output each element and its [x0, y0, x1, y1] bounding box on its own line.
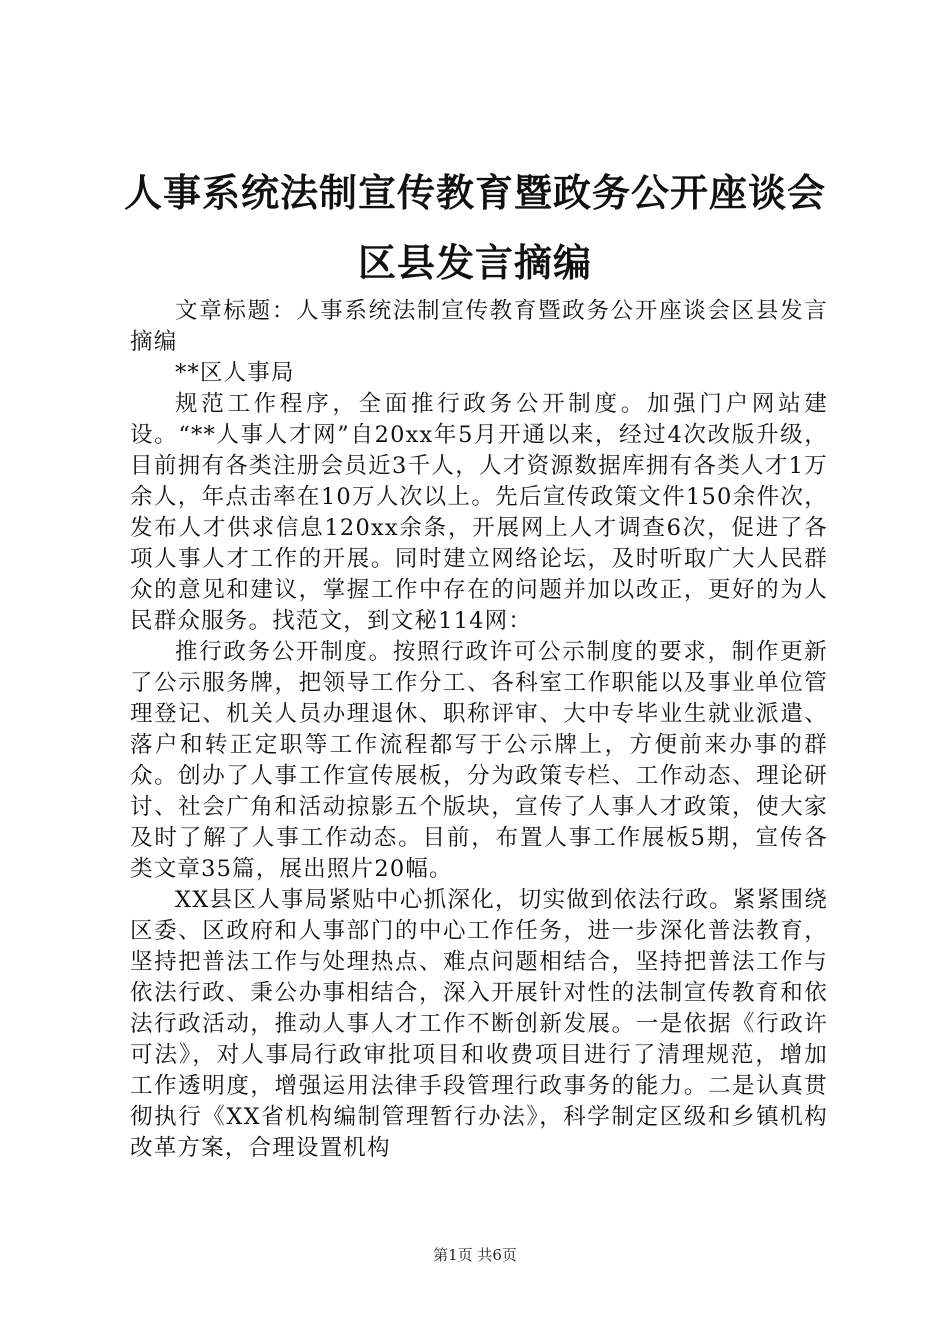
body-paragraph: XX县区人事局紧贴中心抓深化，切实做到依法行政。紧紧围绕区委、区政府和人事部门的中心工作任务，进一步深化普法教育，坚持把普法工作与处理热点、难点问题相结合，坚持把普法工作与依法行政、秉公办事相结合，深入开展针对性的法制宣传教育和依法行政活动，推动人事人才工作不断创新发展。一是依据《行政许可法》，对人事局行政审批项目和收费项目进行了清理规范，增加工作透明度，增强运用法律手段管理行政事务的能力。二是认真贯彻执行《XX省机构编制管理暂行办法》，科学制定区级和乡镇机构改革方案，合理设置机构 [130, 887, 828, 1161]
document-title: 人事系统法制宣传教育暨政务公开座谈会区县发言摘编 [123, 170, 826, 285]
body-paragraph: 推行政务公开制度。按照行政许可公示制度的要求，制作更新了公示服务牌，把领导工作分工、各科室工作职能以及事业单位管理登记、机关人员办理退休、职称评审、大中专毕业生就业派遣、落户和转正定职等工作流程都写于公示牌上，方便前来办事的群众。创办了人事工作宣传展板，分为政策专栏、工作动态、理论研讨、社会广角和活动掠影五个版块，宣传了人事人才政策，使大家及时了解了人事工作动态。目前，布置人事工作展板5期，宣传各类文章35篇，展出照片20幅。 [130, 639, 828, 882]
author-line: **区人事局 [175, 360, 295, 386]
document-body [130, 296, 828, 1164]
page-number: 第1页 共6页 [433, 1246, 517, 1264]
article-title-paragraph: 文章标题：人事系统法制宣传教育暨政务公开座谈会区县发言摘编 [130, 298, 828, 355]
body-paragraph: 规范工作程序，全面推行政务公开制度。加强门户网站建设。“**人事人才网”自20xx年5月开通以来，经过4次改版升级，目前拥有各类注册会员近3千人，人才资源数据库拥有各类人才1万余人，年点击率在10万人次以上。先后宣传政策文件150余件次，发布人才供求信息120xx余条，开展网上人才调查6次，促进了各项人事人才工作的开展。同时建立网络论坛，及时听取广大人民群众的意见和建议，掌握工作中存在的问题并加以改正，更好的为人民群众服务。找范文，到文秘114网： [130, 391, 828, 634]
